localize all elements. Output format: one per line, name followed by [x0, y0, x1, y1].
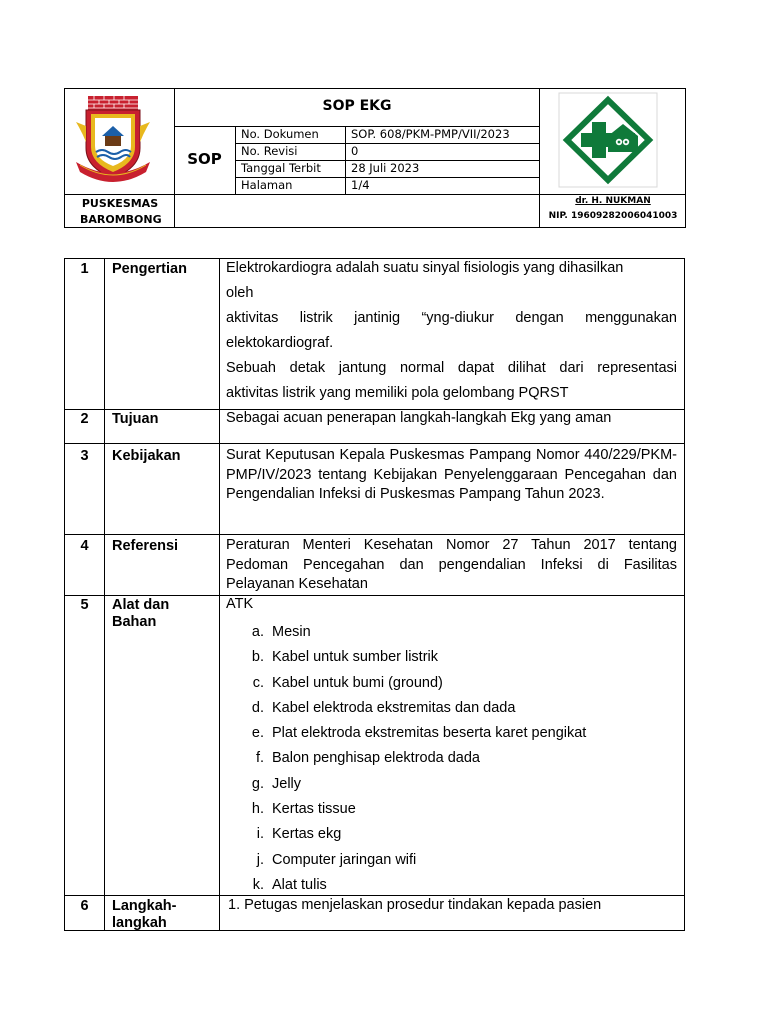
list-item-marker: i. — [256, 826, 264, 843]
list-item — [226, 696, 677, 721]
sop-label: SOP — [187, 150, 222, 168]
row-number: 4 — [80, 538, 89, 554]
tools-list — [226, 620, 677, 898]
organization-name: PUSKESMAS BAROMBONG — [80, 197, 162, 226]
list-item-text: Kabel untuk bumi (ground) — [272, 674, 443, 691]
list-item-marker: c. — [252, 674, 264, 691]
document-title: SOP EKG — [322, 98, 392, 114]
list-item-marker: b. — [251, 649, 264, 666]
row-number: 3 — [80, 448, 89, 464]
list-item — [226, 772, 677, 797]
list-item-text: Computer jaringan wifi — [272, 851, 417, 868]
list-item-marker: f. — [255, 750, 264, 767]
meta-value-doc-number: SOP. 608/PKM-PMP/VII/2023 — [351, 127, 510, 141]
meta-value-page: 1/4 — [351, 178, 370, 192]
list-item-marker: k. — [252, 876, 264, 893]
row-label: Tujuan — [112, 411, 159, 427]
row-number: 1 — [80, 261, 89, 277]
row-content: Surat Keputusan Kepala Puskesmas Pampang Nomor 440/229/PKM-PMP/IV/2023 tentang Kebijakan Penyelenggaraan Pencegahan dan Pengendalian Infeksi di Puskesmas Pampang Tahun 2023. — [226, 447, 677, 503]
list-item-text: Kertas ekg — [272, 826, 342, 843]
list-item — [226, 671, 677, 696]
row-number: 2 — [80, 411, 89, 427]
list-item — [226, 721, 677, 746]
puskesmas-cross-house-icon — [558, 92, 658, 188]
row-content: Elektrokardiogra adalah suatu sinyal fisiologis yang dihasilkan oleh aktivitas listrik jantinig “yng-diukur dengan menggunakan elektokardiograf. Sebuah detak jantung normal dapat dilihat dari representasi aktivitas listrik yang memiliki pola gelombang PQRST — [226, 260, 677, 401]
meta-label-page: Halaman — [241, 178, 293, 192]
row-label: Pengertian — [112, 261, 187, 277]
list-item — [226, 822, 677, 847]
row-content: 1. Petugas menjelaskan prosedur tindakan kepada pasien — [228, 897, 602, 913]
list-item-text: Alat tulis — [272, 876, 327, 893]
list-item-marker: e. — [251, 725, 264, 742]
list-item-text: Jelly — [272, 775, 302, 792]
list-item — [226, 620, 677, 645]
row-number: 5 — [80, 597, 89, 613]
meta-label-revision: No. Revisi — [241, 144, 298, 158]
list-item — [226, 848, 677, 873]
signer-name: dr. H. NUKMAN — [575, 196, 651, 206]
list-item — [226, 873, 677, 898]
row-label: Langkah- langkah — [112, 898, 177, 931]
list-item-text: Mesin — [272, 624, 311, 640]
row-label: Referensi — [112, 538, 179, 554]
regional-emblem-icon — [74, 92, 152, 190]
list-item-marker: a. — [251, 624, 264, 640]
list-item-marker: d. — [251, 699, 264, 716]
meta-label-doc-number: No. Dokumen — [241, 127, 319, 141]
list-item-text: Kabel elektroda ekstremitas dan dada — [272, 699, 516, 716]
row-label: Alat dan Bahan — [112, 597, 170, 630]
meta-value-issue-date: 28 Juli 2023 — [351, 161, 420, 175]
list-item — [226, 746, 677, 771]
document-meta-table — [235, 126, 540, 195]
list-intro: ATK — [226, 596, 254, 612]
list-item-marker: h. — [251, 801, 264, 818]
row-content: Peraturan Menteri Kesehatan Nomor 27 Tahun 2017 tentang Pedoman Pencegahan dan pengendalian Infeksi di Fasilitas Pelayanan Kesehatan — [226, 537, 677, 592]
meta-value-revision: 0 — [351, 144, 359, 158]
list-item — [226, 797, 677, 822]
meta-label-issue-date: Tanggal Terbit — [241, 161, 321, 175]
list-item-text: Kabel untuk sumber listrik — [272, 649, 439, 666]
signer-nip: NIP. 19609282006041003 — [548, 211, 678, 221]
list-item — [226, 645, 677, 670]
row-content — [220, 596, 685, 898]
row-label: Kebijakan — [112, 448, 181, 464]
list-item-marker: j. — [256, 851, 264, 868]
list-item-text: Kertas tissue — [272, 801, 356, 818]
list-item-text: Balon penghisap elektroda dada — [272, 750, 480, 767]
list-item-marker: g. — [251, 775, 264, 792]
row-number: 6 — [80, 898, 89, 914]
list-item-text: Plat elektroda ekstremitas beserta karet pengikat — [272, 725, 587, 742]
row-content: Sebagai acuan penerapan langkah-langkah Ekg yang aman — [226, 410, 612, 426]
